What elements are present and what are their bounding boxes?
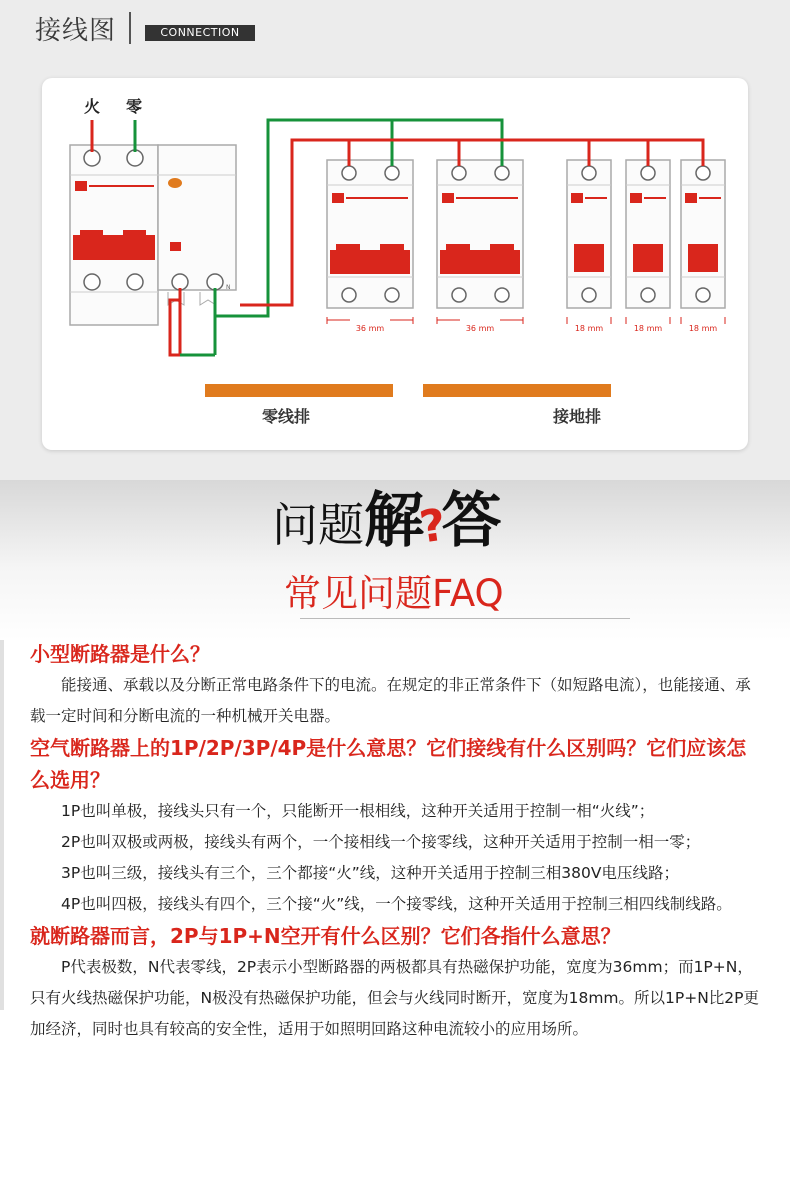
faq-answer: 3P也叫三级，接线头有三个，三个都接“火”线，这种开关适用于控制三相380V电压线路；	[61, 864, 679, 882]
faq-title-part: 问题	[272, 498, 364, 552]
faq-question: 空气断路器上的1P/2P/3P/4P是什么意思？它们接线有什么区别吗？它们应该怎么选用？	[30, 736, 747, 792]
neutral-bar-label: 零线排	[262, 407, 311, 426]
width-label: 18 mm	[633, 324, 663, 333]
width-label: 36 mm	[355, 324, 385, 333]
width-label: 18 mm	[574, 324, 604, 333]
faq-content	[30, 638, 765, 1045]
faq-answer: 2P也叫双极或两极，接线头有两个，一个接相线一个接零线，这种开关适用于控制一相一零；	[61, 833, 701, 851]
section-title: 接线图	[35, 16, 117, 46]
width-markers	[327, 317, 725, 324]
zero-label: 零	[126, 97, 143, 116]
n-terminal-label: N	[226, 284, 231, 291]
branch-breaker-2p	[437, 160, 523, 308]
main-breaker	[70, 145, 236, 325]
faq-answer: 能接通、承载以及分断正常电路条件下的电流。在规定的非正常条件下（如短路电流），也能接通、承载一定时间和分断电流的一种机械开关电器。	[30, 676, 751, 725]
left-accent-bar	[0, 640, 4, 1010]
branch-breaker-1p	[681, 160, 725, 308]
faq-answer: 4P也叫四极，接线头有四个，三个接“火”线，一个接零线，这种开关适用于控制三相四线制线路。	[61, 895, 732, 913]
faq-title	[272, 486, 502, 556]
faq-title-part: 解	[364, 486, 424, 556]
faq-title-part: 答	[441, 486, 502, 556]
branch-breaker-1p	[626, 160, 670, 308]
wiring-diagram	[42, 78, 748, 450]
connection-section	[0, 0, 790, 480]
section-badge: CONNECTION	[145, 25, 255, 41]
faq-answer: 1P也叫单极，接线头只有一个，只能断开一根相线，这种开关适用于控制一相“火线”；	[61, 802, 655, 820]
wiring-diagram-card	[42, 78, 748, 450]
ground-bar-label: 接地排	[553, 407, 602, 426]
branch-breaker-2p	[327, 160, 413, 308]
faq-question: 小型断路器是什么？	[30, 642, 210, 666]
faq-answer: P代表极数，N代表零线，2P表示小型断路器的两极都具有热磁保护功能，宽度为36mm；而1P+N，只有火线热磁保护功能，N极没有热磁保护功能，但会与火线同时断开，宽度为18mm。所以1P+N比2P更加经济，同时也具有较高的安全性，适用于如照明回路这种电流较小的应用场所。	[30, 958, 760, 1038]
faq-subtitle: 常见问题FAQ	[284, 572, 504, 615]
title-divider	[129, 12, 131, 44]
fire-label: 火	[84, 97, 101, 116]
faq-divider	[300, 618, 630, 619]
faq-question: 就断路器而言，2P与1P+N空开有什么区别？它们各指什么意思？	[30, 924, 621, 948]
ground-bar	[423, 384, 611, 397]
question-mark-icon: ?	[416, 499, 449, 554]
width-label: 18 mm	[688, 324, 718, 333]
neutral-bar	[205, 384, 393, 397]
width-label: 36 mm	[465, 324, 495, 333]
branch-breaker-1p	[567, 160, 611, 308]
